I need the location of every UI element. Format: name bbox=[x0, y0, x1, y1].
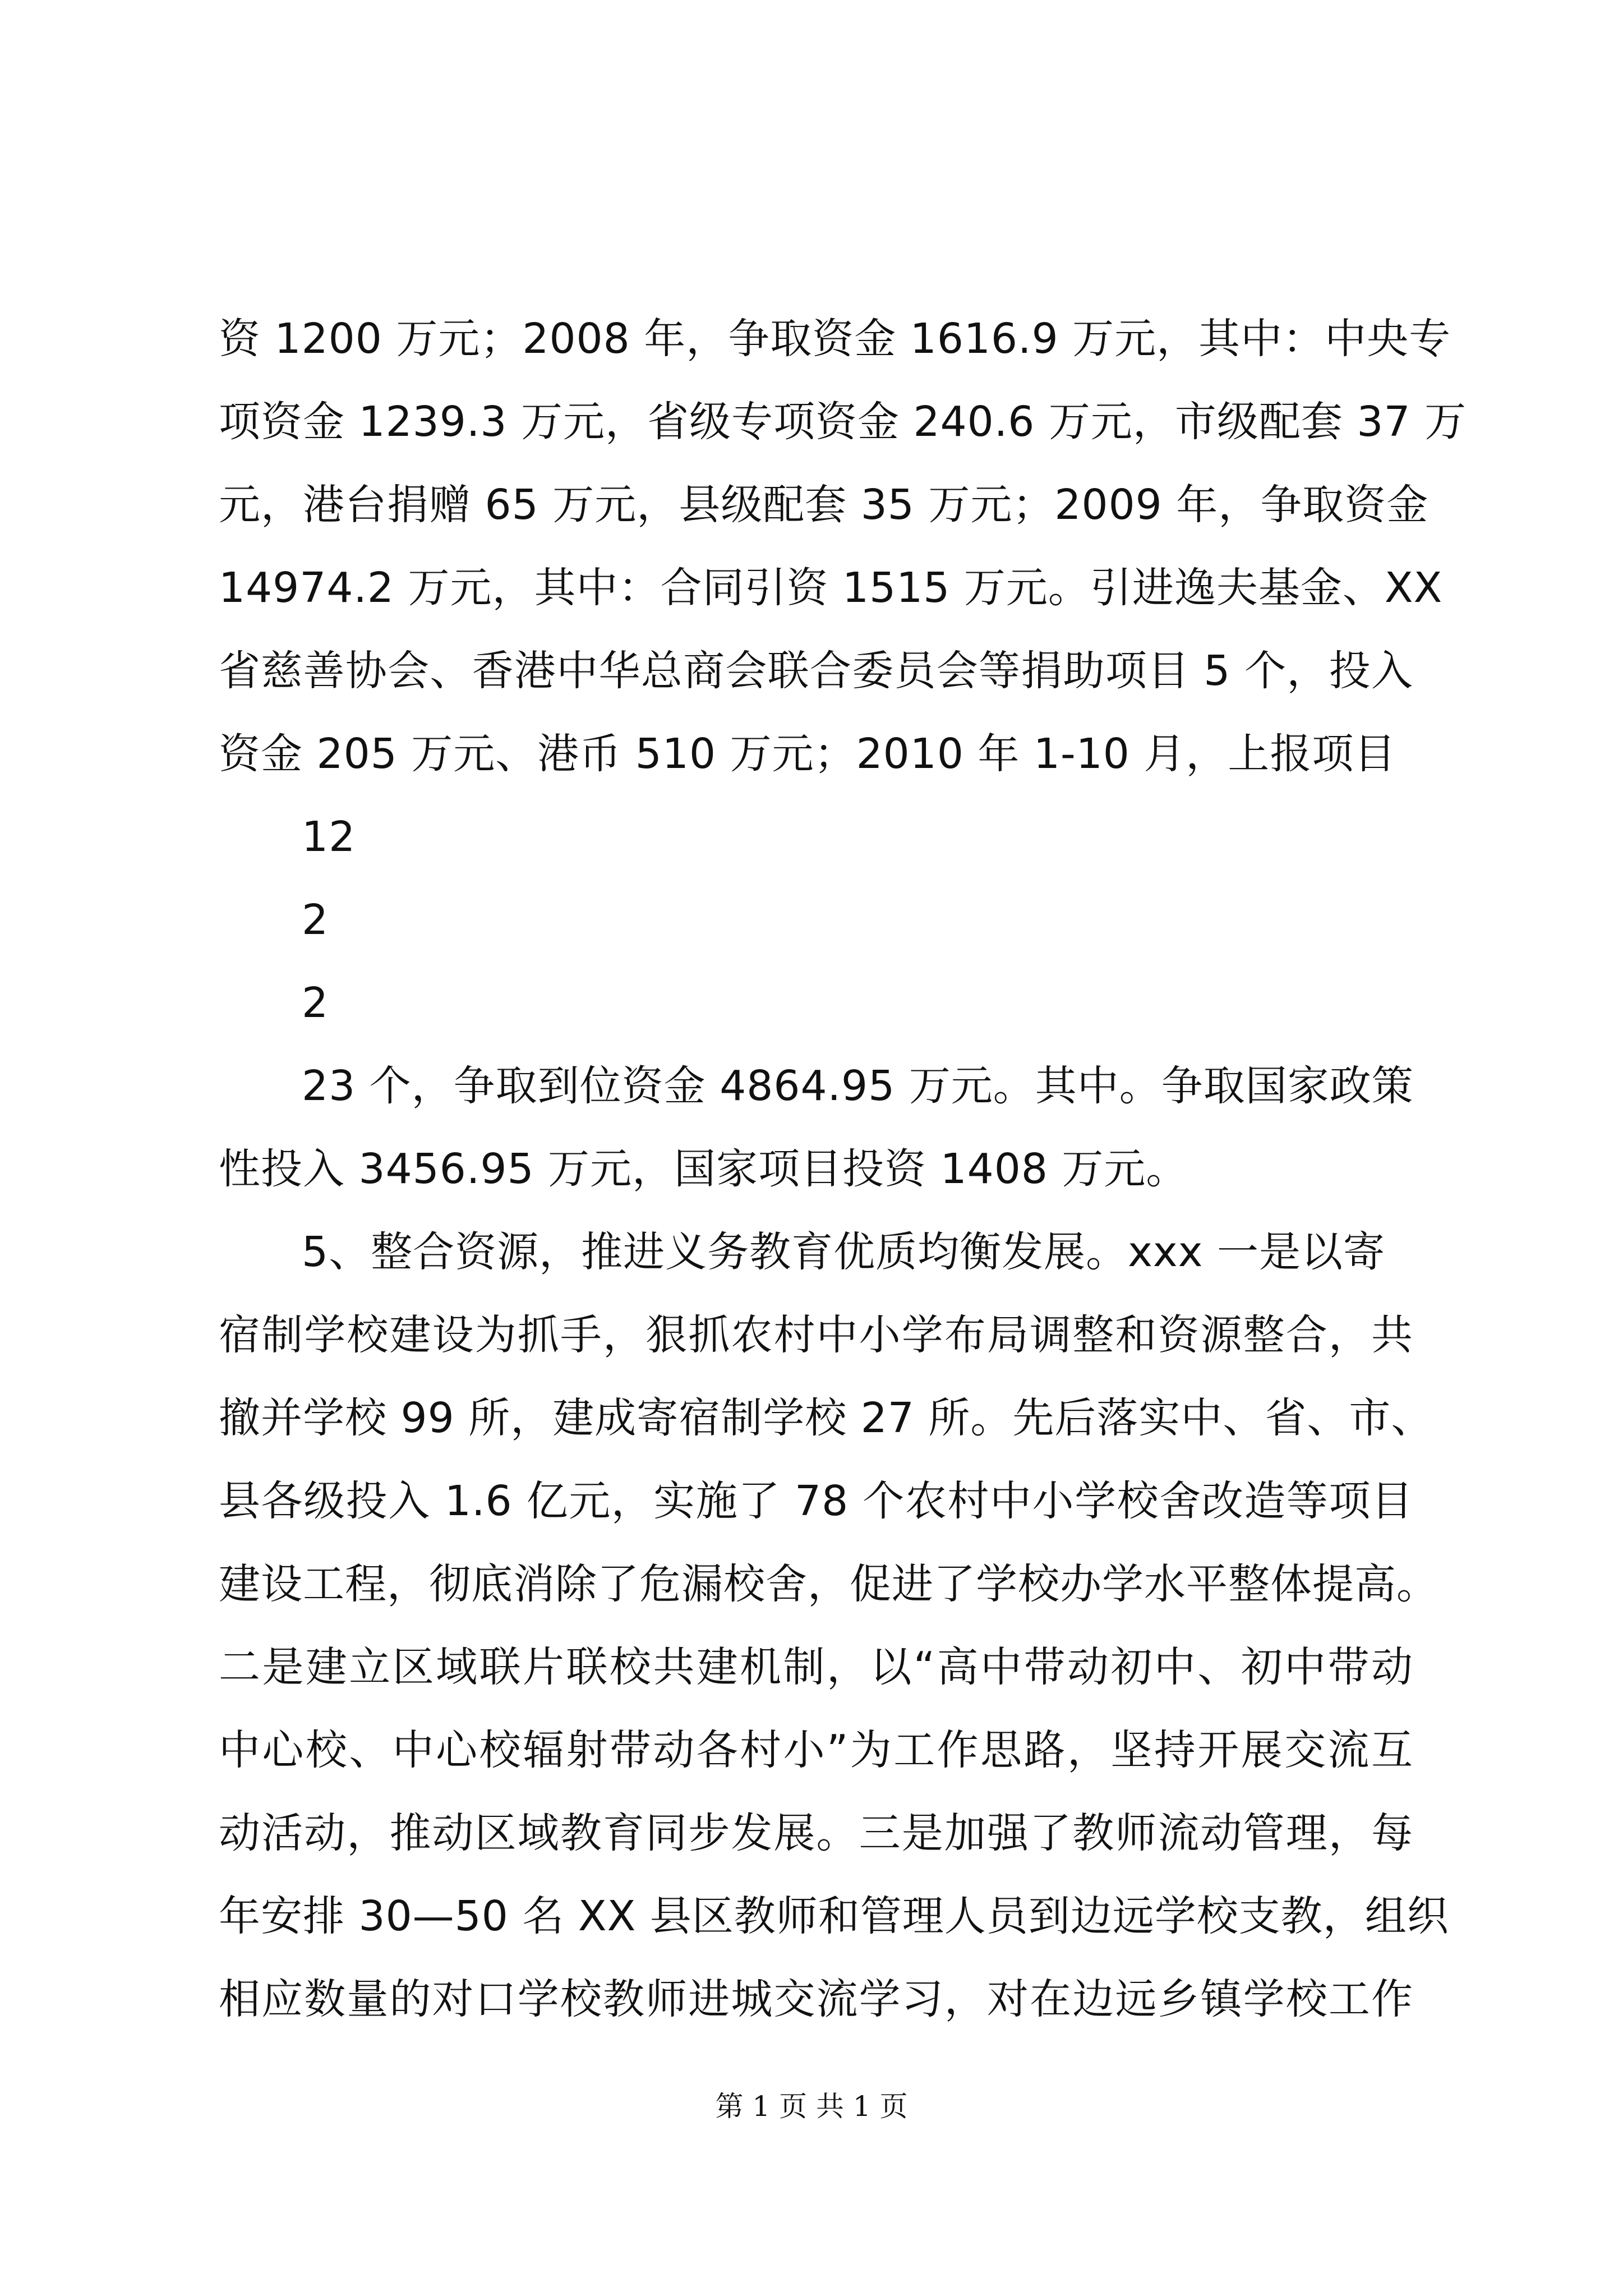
document-body bbox=[219, 297, 1467, 2041]
text-line: 2 bbox=[302, 979, 329, 1027]
text-line: 23 个，争取到位资金 4864.95 万元。其中。争取国家政策 bbox=[302, 1062, 1414, 1110]
text-line: 年安排 30—50 名 XX 县区教师和管理人员到边远学校支教，组织 bbox=[219, 1892, 1449, 1940]
text-line: 县各级投入 1.6 亿元，实施了 78 个农村中小学校舍改造等项目 bbox=[219, 1477, 1413, 1525]
text-line: 12 bbox=[302, 813, 356, 861]
text-line: 5、整合资源，推进义务教育优质均衡发展。xxx 一是以寄 bbox=[302, 1228, 1385, 1276]
text-line: 14974.2 万元，其中：合同引资 1515 万元。引进逸夫基金、XX bbox=[219, 564, 1443, 612]
text-line: 2 bbox=[302, 896, 329, 944]
text-line: 相应数量的对口学校教师进城交流学习，对在边远乡镇学校工作 bbox=[219, 1975, 1413, 2023]
text-line: 性投入 3456.95 万元，国家项目投资 1408 万元。 bbox=[219, 1145, 1188, 1193]
text-line: 撤并学校 99 所，建成寄宿制学校 27 所。先后落实中、省、市、 bbox=[219, 1394, 1433, 1442]
page-number-footer: 第 1 页 共 1 页 bbox=[715, 2090, 908, 2123]
text-line: 二是建立区域联片联校共建机制，以“高中带动初中、初中带动 bbox=[219, 1643, 1413, 1691]
text-line: 建设工程，彻底消除了危漏校舍，促进了学校办学水平整体提高。 bbox=[219, 1560, 1438, 1608]
text-line: 中心校、中心校辐射带动各村小”为工作思路，坚持开展交流互 bbox=[219, 1726, 1413, 1774]
text-line: 项资金 1239.3 万元，省级专项资金 240.6 万元，市级配套 37 万 bbox=[219, 398, 1467, 446]
text-line: 资 1200 万元；2008 年，争取资金 1616.9 万元，其中：中央专 bbox=[219, 315, 1451, 363]
text-line: 省慈善协会、香港中华总商会联合委员会等捐助项目 5 个，投入 bbox=[219, 647, 1413, 695]
text-line: 宿制学校建设为抓手，狠抓农村中小学布局调整和资源整合，共 bbox=[219, 1311, 1413, 1359]
text-line: 动活动，推动区域教育同步发展。三是加强了教师流动管理，每 bbox=[219, 1809, 1413, 1857]
text-line: 资金 205 万元、港币 510 万元；2010 年 1-10 月，上报项目 bbox=[219, 730, 1396, 778]
text-line: 元，港台捐赠 65 万元，县级配套 35 万元；2009 年，争取资金 bbox=[219, 481, 1429, 529]
